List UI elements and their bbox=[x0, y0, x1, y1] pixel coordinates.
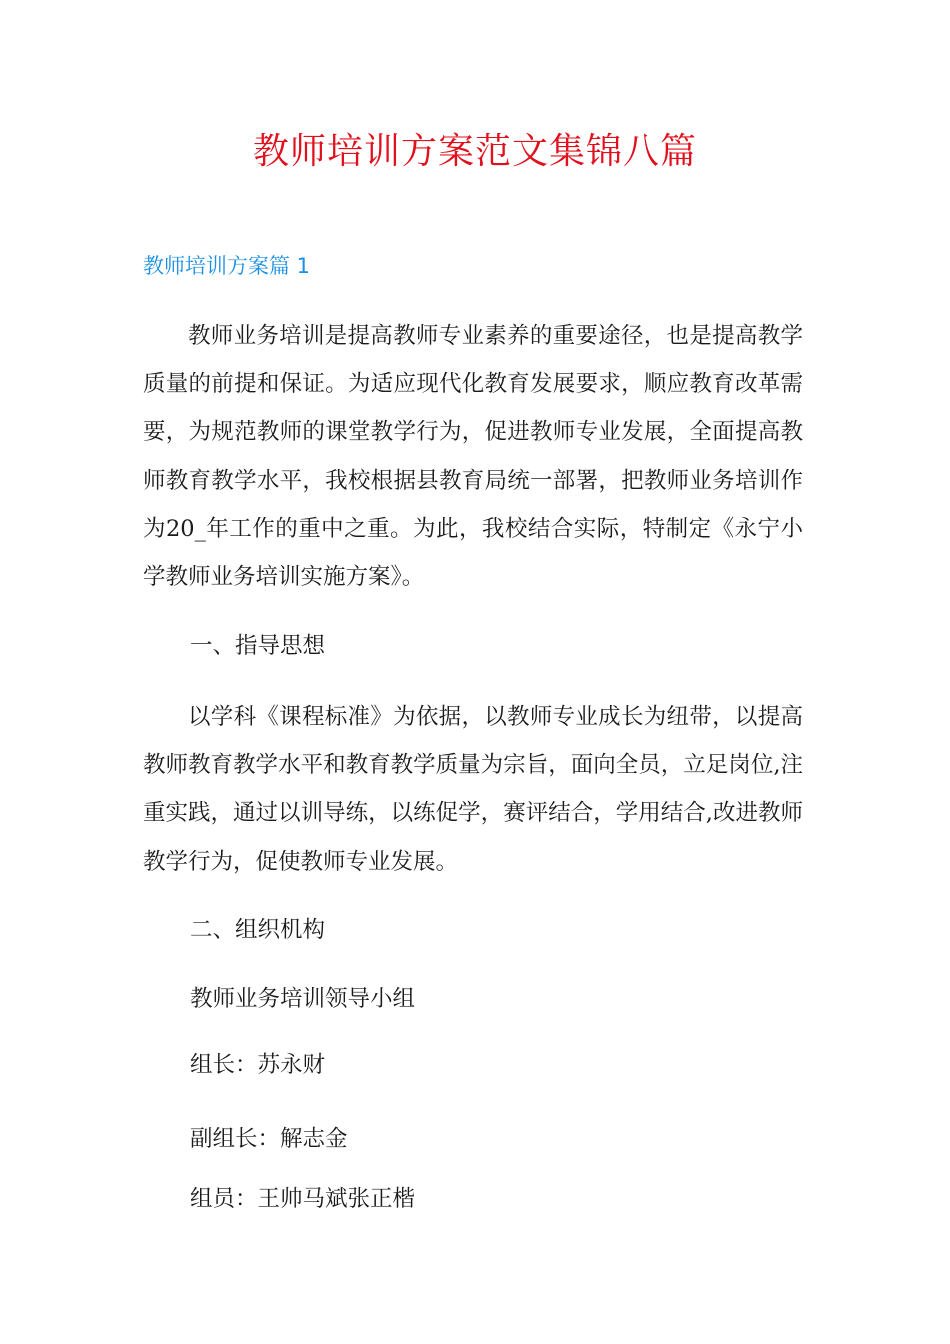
members-line: 组员：王帅马斌张正楷 bbox=[190, 1186, 416, 1212]
group-leader-line: 组长：苏永财 bbox=[190, 1052, 326, 1078]
section-heading: 教师培训方案篇 1 bbox=[143, 254, 311, 278]
leading-group-line: 教师业务培训领导小组 bbox=[190, 986, 416, 1012]
document-title: 教师培训方案范文集锦八篇 bbox=[252, 131, 697, 172]
guiding-ideology-heading: 一、指导思想 bbox=[190, 633, 326, 659]
deputy-leader-line: 副组长：解志金 bbox=[190, 1126, 348, 1152]
guiding-ideology-paragraph: 以学科《课程标准》为依据，以教师专业成长为纽带，以提高教师教育教学水平和教育教学质量为宗旨，面向全员，立足岗位,注重实践，通过以训导练，以练促学，赛评结合，学用结合,改进教师教学行为，促使教师专业发展。 bbox=[143, 704, 803, 875]
organization-heading: 二、组织机构 bbox=[190, 917, 326, 943]
intro-paragraph: 教师业务培训是提高教师专业素养的重要途径，也是提高教学质量的前提和保证。为适应现代化教育发展要求，顺应教育改革需要，为规范教师的课堂教学行为，促进教师专业发展，全面提高教师教育教学水平，我校根据县教育局统一部署，把教师业务培训作为20_年工作的重中之重。为此，我校结合实际，特制定《永宁小学教师业务培训实施方案》。 bbox=[143, 323, 803, 591]
